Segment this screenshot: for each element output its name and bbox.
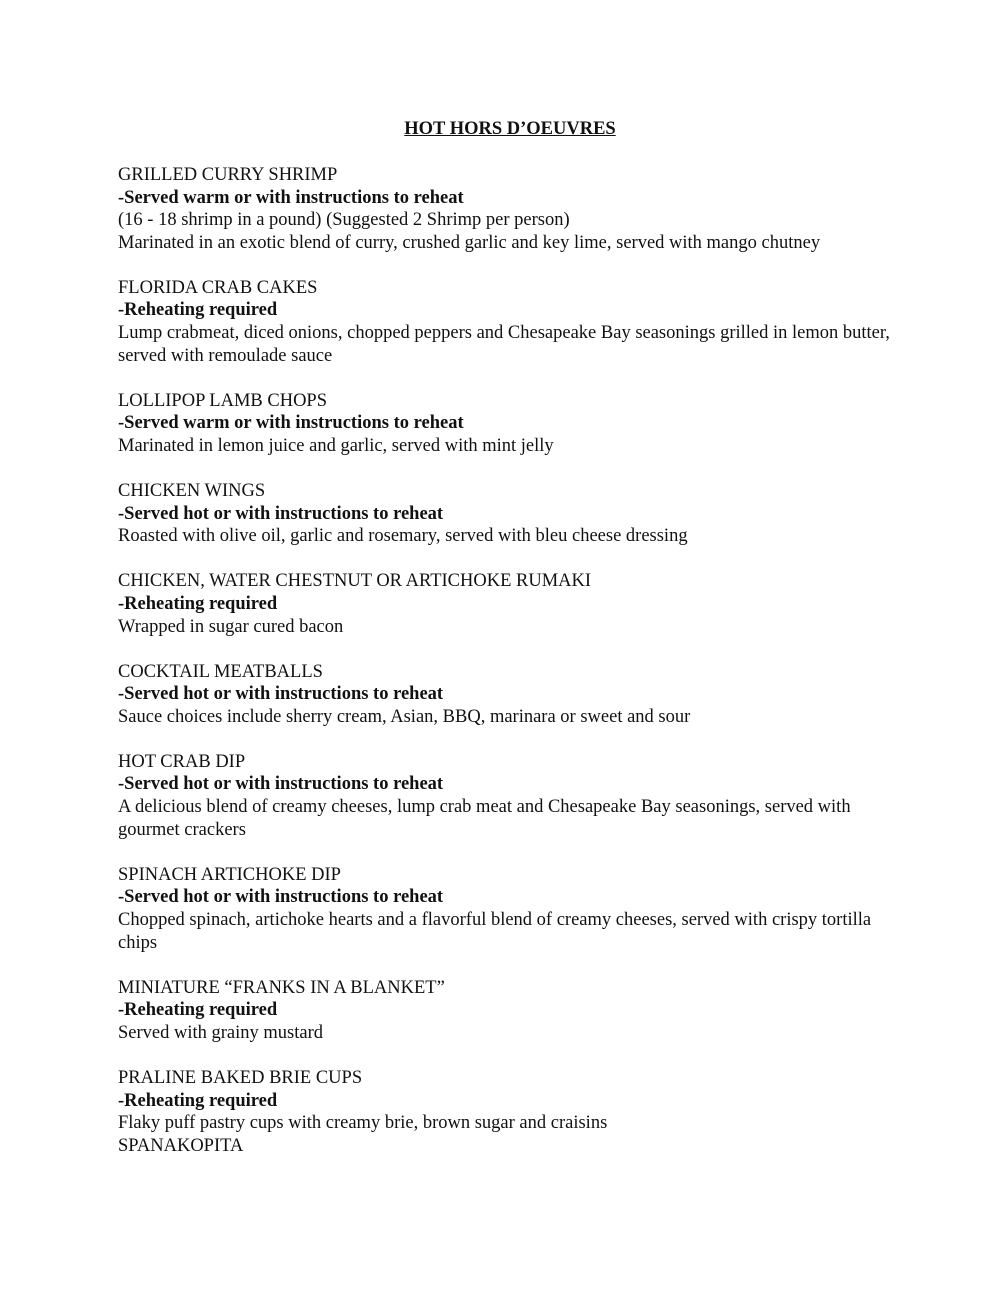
item-name: COCKTAIL MEATBALLS [118, 661, 323, 682]
item-note: -Served hot or with instructions to reheat [118, 887, 444, 908]
item-name: FLORIDA CRAB CAKES [118, 277, 318, 298]
menu-item-lollipop-lamb-chops [118, 390, 898, 458]
item-note: -Reheating required [118, 1090, 278, 1111]
item-note: -Served warm or with instructions to reheat [118, 187, 464, 208]
item-description: Sauce choices include sherry cream, Asian, BBQ, marinara or sweet and sour [118, 706, 691, 727]
item-note: -Reheating required [118, 593, 278, 614]
item-name: SPINACH ARTICHOKE DIP [118, 864, 341, 885]
item-description: Served with grainy mustard [118, 1022, 323, 1043]
item-description: Marinated in an exotic blend of curry, crushed garlic and key lime, served with mango chutney [118, 232, 821, 253]
item-name: CHICKEN, WATER CHESTNUT OR ARTICHOKE RUMAKI [118, 571, 592, 592]
item-description: Lump crabmeat, diced onions, chopped peppers and Chesapeake Bay seasonings grilled in lemon butter, served with remoulade sauce [118, 323, 890, 366]
item-name: GRILLED CURRY SHRIMP [118, 165, 338, 185]
menu-item-florida-crab-cakes [118, 277, 898, 367]
item-detail: (16 - 18 shrimp in a pound) (Suggested 2 Shrimp per person) [118, 210, 570, 231]
menu-item-spinach-artichoke-dip [118, 864, 898, 954]
page-title: HOT HORS D’OEUVRES [404, 119, 616, 139]
item-name: MINIATURE “FRANKS IN A BLANKET” [118, 977, 445, 998]
item-name: PRALINE BAKED BRIE CUPS [118, 1067, 363, 1088]
item-note: -Served hot or with instructions to reheat [118, 684, 444, 705]
menu-item-praline-baked-brie-cups [118, 1067, 898, 1157]
item-description: Chopped spinach, artichoke hearts and a flavorful blend of creamy cheeses, served with crispy tortilla chips [118, 909, 872, 953]
item-description: Wrapped in sugar cured bacon [118, 616, 344, 637]
item-name: LOLLIPOP LAMB CHOPS [118, 390, 328, 411]
item-name: HOT CRAB DIP [118, 751, 246, 772]
item-note: -Served hot or with instructions to reheat [118, 503, 444, 524]
item-note: -Reheating required [118, 1000, 278, 1021]
menu-item-franks-in-a-blanket [118, 977, 898, 1045]
item-description: Flaky puff pastry cups with creamy brie, brown sugar and craisins [118, 1113, 608, 1134]
item-name-spanakopita: SPANAKOPITA [118, 1135, 244, 1156]
item-note: -Served warm or with instructions to reheat [118, 413, 464, 434]
item-note: -Reheating required [118, 300, 278, 321]
menu-item-hot-crab-dip [118, 751, 898, 841]
menu-page [118, 118, 898, 1157]
item-description: Roasted with olive oil, garlic and rosemary, served with bleu cheese dressing [118, 526, 688, 547]
item-description: A delicious blend of creamy cheeses, lump crab meat and Chesapeake Bay seasonings, served with gourmet crackers [118, 797, 851, 840]
item-name: CHICKEN WINGS [118, 481, 266, 502]
item-description: Marinated in lemon juice and garlic, served with mint jelly [118, 435, 554, 456]
item-note: -Served hot or with instructions to reheat [118, 774, 444, 795]
menu-item-chicken-wings [118, 480, 898, 548]
menu-item-grilled-curry-shrimp [118, 164, 898, 254]
menu-item-rumaki [118, 570, 898, 638]
menu-item-cocktail-meatballs [118, 661, 898, 729]
